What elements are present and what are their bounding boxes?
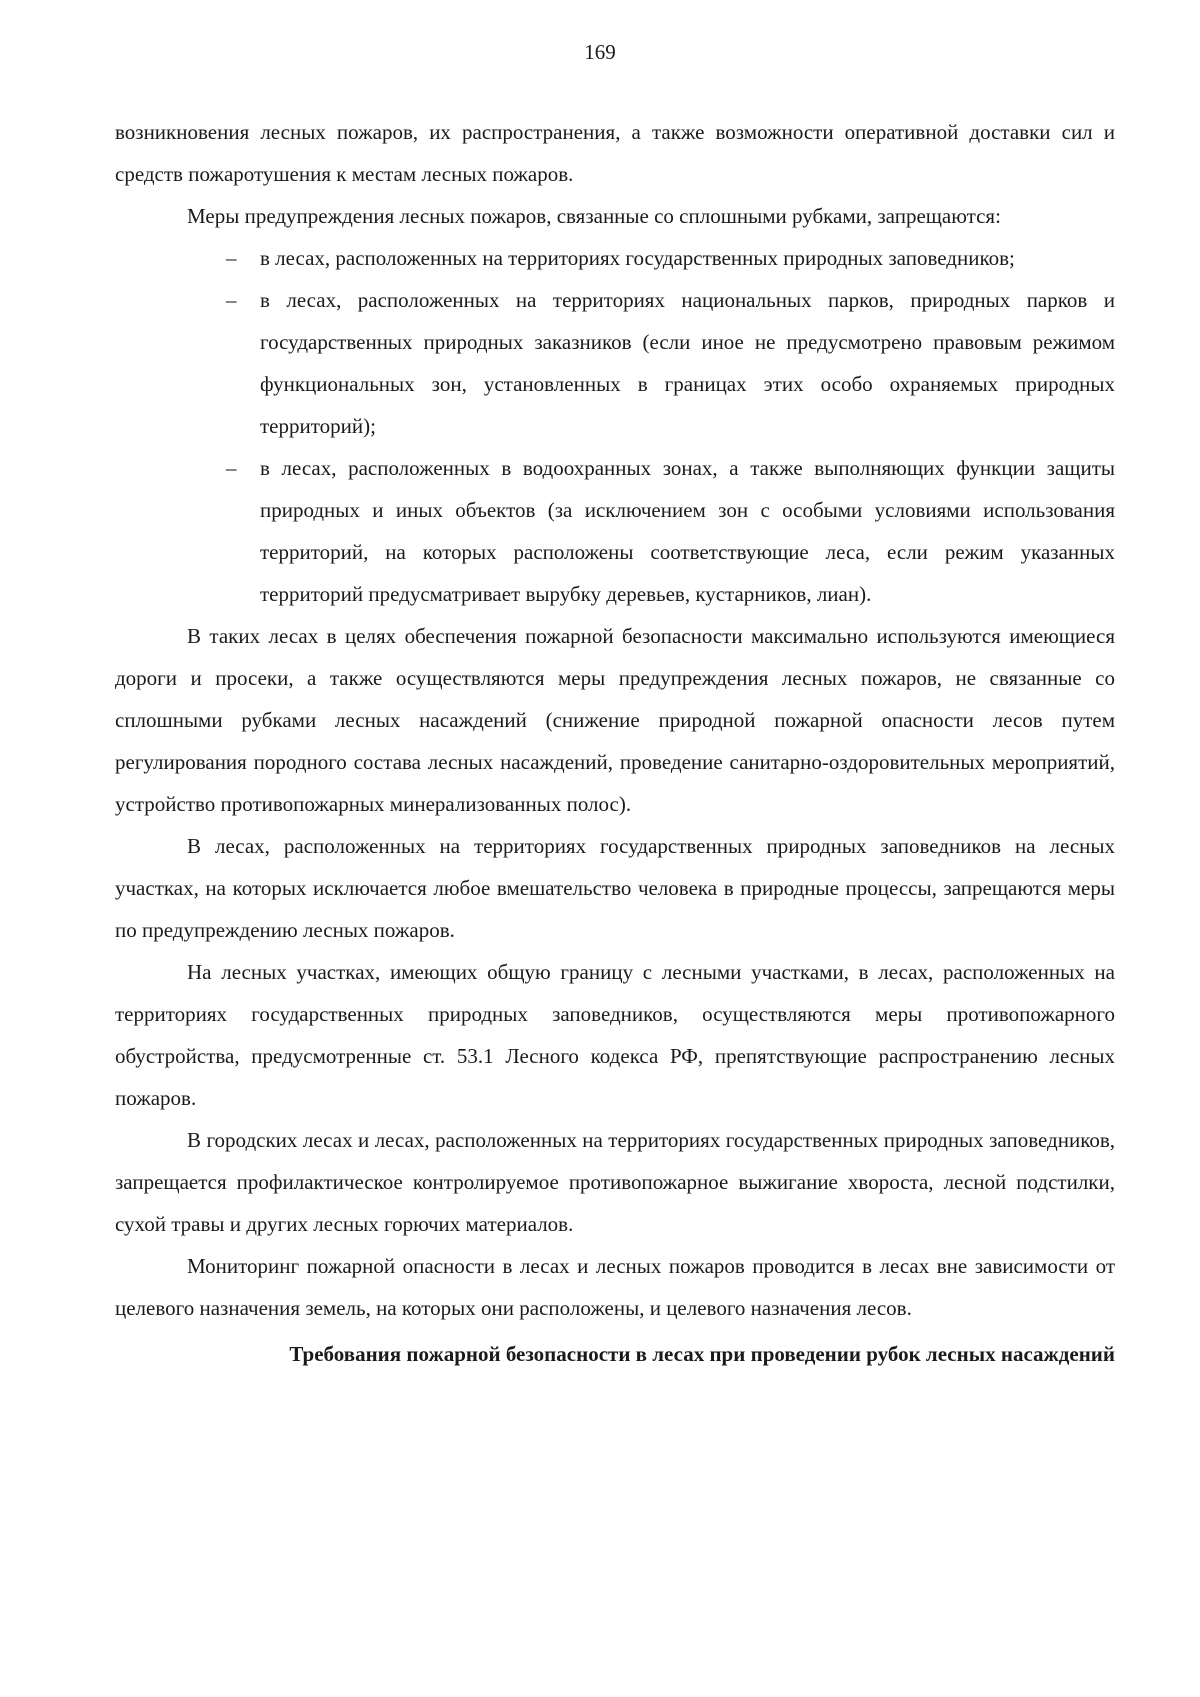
- paragraph-measures-prohibited: Меры предупреждения лесных пожаров, связанные со сплошными рубками, запрещаются:: [187, 204, 1001, 228]
- paragraph-monitoring: Мониторинг пожарной опасности в лесах и лесных пожаров проводится в лесах вне зависимости от целевого назначения земель, на которых они расположены, и целевого назначения лесов.: [115, 1254, 1115, 1320]
- list-item: [226, 279, 1115, 447]
- paragraph-continuation: возникновения лесных пожаров, их распространения, а также возможности оперативной доставки сил и средств пожаротушения к местам лесных пожаров.: [115, 120, 1115, 186]
- paragraph-such-forests: В таких лесах в целях обеспечения пожарной безопасности максимально используются имеющиеся дороги и просеки, а также осуществляются меры предупреждения лесных пожаров, не связанные со сплошными рубками лесных насаждений (снижение природной пожарной опасности лесов путем регулирования породного состава лесных насаждений, проведение санитарно-оздоровительных мероприятий, устройство противопожарных минерализованных полос).: [115, 624, 1115, 816]
- paragraph-common-border: На лесных участках, имеющих общую границу с лесными участками, в лесах, расположенных на территориях государственных природных заповедников, осуществляются меры противопожарного обустройства, предусмотренные ст. 53.1 Лесного кодекса РФ, препятствующие распространению лесных пожаров.: [115, 960, 1115, 1110]
- list-item-text: в лесах, расположенных в водоохранных зонах, а также выполняющих функции защиты природных и иных объектов (за исключением зон с особыми условиями использования территорий, на которых расположены соответствующие леса, если режим указанных территорий предусматривает вырубку деревьев, кустарников, лиан).: [260, 456, 1115, 606]
- paragraph-urban-forests: В городских лесах и лесах, расположенных на территориях государственных природных заповедников, запрещается профилактическое контролируемое противопожарное выжигание хвороста, лесной подстилки, сухой травы и других лесных горючих материалов.: [115, 1128, 1115, 1236]
- list-item-text: в лесах, расположенных на территориях национальных парков, природных парков и государственных природных заказников (если иное не предусмотрено правовым режимом функциональных зон, установленных в границах этих особо охраняемых природных территорий);: [260, 288, 1115, 438]
- paragraph-reserves: В лесах, расположенных на территориях государственных природных заповедников на лесных участках, на которых исключается любое вмешательство человека в природные процессы, запрещаются меры по предупреждению лесных пожаров.: [115, 834, 1115, 942]
- dash-bullet: –: [226, 456, 237, 480]
- section-heading: Требования пожарной безопасности в лесах при проведении рубок лесных насаждений: [289, 1342, 1115, 1366]
- list-item-text: в лесах, расположенных на территориях государственных природных заповедников;: [260, 246, 1015, 270]
- list-item: [226, 447, 1115, 615]
- dash-bullet: –: [226, 288, 237, 312]
- dash-bullet: –: [226, 246, 237, 270]
- list-item: [226, 237, 1115, 279]
- prohibited-areas-list: [115, 237, 1115, 615]
- page-content: [115, 111, 1115, 1375]
- page-number: 169: [584, 40, 616, 64]
